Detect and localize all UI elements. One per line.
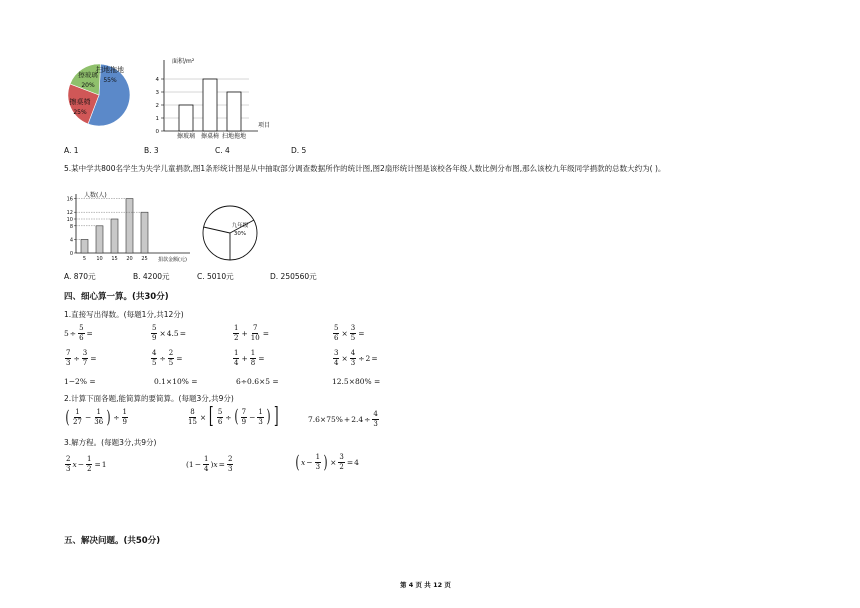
- q5-ylabel: 人数(人): [84, 192, 107, 199]
- q5-ytick-label: 10: [66, 217, 73, 223]
- q5-ytick-label: 8: [69, 223, 73, 230]
- calc-3-2: 0.1×10% =: [154, 377, 198, 386]
- q5-bar-2: [111, 219, 118, 253]
- q5-option-c[interactable]: C. 5010元: [197, 272, 234, 281]
- simplify-3: 7.6×75% + 2.4 ÷ $\frac{4}{3}$: [308, 410, 378, 428]
- q5-category-label: 10: [96, 256, 103, 262]
- q4-bar-chart: [150, 55, 275, 140]
- q4-ytick-label: 1: [155, 116, 159, 122]
- q5-bar-3: [126, 199, 133, 253]
- q5-pie-label: 九年级: [231, 223, 249, 229]
- section5-heading: 五、解决问题。(共50分): [64, 536, 161, 546]
- q5-category-label: 25: [141, 256, 148, 262]
- q4-option-d[interactable]: D. 5: [291, 146, 307, 155]
- q5-pie-pct: 30%: [233, 231, 247, 237]
- q4-ytick-label: 3: [155, 90, 159, 96]
- q5-bar-1: [96, 226, 103, 253]
- q5-category-label: 15: [111, 256, 118, 262]
- q5-text: 5.某中学共800名学生为失学儿童捐款,图1条形统计图是从中抽取部分调查数据所作的统计图,图2扇形统计图是该校各年级人数比例分布图,那么该校九年级同学捐款的总数大约为( )。: [64, 164, 666, 173]
- page-footer: 第 4 页 共 12 页: [400, 581, 451, 589]
- q4-ytick-label: 4: [155, 77, 159, 83]
- calc-2-1: $\frac{7}{3}$ ÷ $\frac{3}{7}$ =: [66, 349, 97, 367]
- q4-ytick-label: 2: [155, 103, 159, 109]
- q5-ytick-label: 16: [66, 196, 73, 203]
- simplify-2: $\frac{8}{15}$ × [ $\frac{5}{6}$ ÷ ( $\frac{7}{9}$ − $\frac{1}{3}$ ) ]: [188, 404, 279, 429]
- equation-3: ( x − $\frac{1}{3}$ ) × $\frac{3}{2}$ = 4: [295, 451, 359, 473]
- q5-ytick-label: 12: [66, 210, 73, 217]
- calc-3-1: 1−2% =: [64, 377, 96, 386]
- section4-heading: 四、细心算一算。(共30分): [64, 292, 169, 302]
- calc-2-2: $\frac{4}{5}$ ÷ $\frac{2}{5}$ =: [152, 349, 183, 367]
- q5-category-label: 20: [126, 256, 133, 262]
- calc-2-4: $\frac{3}{4}$ × $\frac{4}{3}$ ÷ 2 =: [334, 349, 378, 367]
- q4-bar-1: [203, 79, 217, 131]
- sub3-heading: 3.解方程。(每题3分,共9分): [64, 438, 157, 447]
- pie-label-sweep: 扫地拖地: [96, 66, 124, 74]
- q5-option-d[interactable]: D. 250560元: [270, 272, 317, 281]
- equation-2: (1 − $\frac{1}{4}$ ) x = $\frac{2}{3}$: [186, 455, 233, 473]
- q5-bar-4: [141, 212, 148, 253]
- pie-pct-glass: 20%: [81, 82, 95, 89]
- q4-ytick-label: 0: [155, 129, 159, 135]
- q4-xlabel: 项目: [258, 122, 271, 129]
- q4-option-c[interactable]: C. 4: [215, 146, 230, 155]
- pie-label-glass: 擦玻璃: [78, 71, 98, 79]
- q4-bar-2: [227, 92, 241, 131]
- q4-option-a[interactable]: A. 1: [64, 146, 79, 155]
- q4-ylabel: 面积/m²: [172, 58, 195, 65]
- q5-bar-0: [81, 239, 88, 253]
- calc-1-3: $\frac{1}{2}$ + $\frac{7}{10}$ =: [234, 324, 269, 342]
- q5-category-label: 5: [82, 256, 87, 262]
- sub2-heading: 2.计算下面各题,能简算的要简算。(每题3分,共9分): [64, 394, 234, 403]
- q4-category-label: 扫地拖地: [221, 133, 247, 140]
- q4-bar-0: [179, 105, 193, 131]
- q5-ytick-label: 0: [69, 251, 73, 257]
- q5-xlabel: 捐款金额(元): [158, 257, 187, 263]
- q4-category-label: 擦桌椅: [200, 133, 220, 140]
- pie-pct-desk: 25%: [73, 109, 87, 116]
- pie-pct-sweep: 55%: [103, 77, 117, 84]
- calc-3-4: 12.5×80% =: [332, 377, 381, 386]
- q5-ytick-label: 4: [69, 237, 73, 244]
- q5-bar-chart: [62, 189, 192, 264]
- pie-label-desk: 擦桌椅: [69, 98, 91, 106]
- calc-1-1: 5 ÷ $\frac{5}{6}$ =: [64, 324, 93, 342]
- q5-option-b[interactable]: B. 4200元: [133, 272, 170, 281]
- q4-category-label: 擦玻璃: [176, 133, 196, 140]
- calc-1-4: $\frac{5}{6}$ × $\frac{3}{5}$ =: [334, 324, 365, 342]
- q5-pie-chart: [200, 203, 262, 265]
- calc-1-2: $\frac{5}{9}$ × 4.5 =: [152, 324, 186, 342]
- calc-2-3: $\frac{1}{4}$ + $\frac{1}{8}$ =: [234, 349, 265, 367]
- equation-1: $\frac{2}{3}$ x − $\frac{1}{2}$ = 1: [66, 455, 107, 473]
- q4-option-b[interactable]: B. 3: [144, 146, 159, 155]
- q4-pie-chart: [62, 62, 142, 132]
- sub1-heading: 1.直接写出得数。(每题1分,共12分): [64, 310, 184, 319]
- simplify-1: ( $\frac{1}{27}$ − $\frac{1}{36}$ ) ÷ $\frac{1}{9}$: [65, 406, 127, 428]
- calc-3-3: 6÷0.6×5 =: [236, 377, 279, 386]
- q5-option-a[interactable]: A. 870元: [64, 272, 96, 281]
